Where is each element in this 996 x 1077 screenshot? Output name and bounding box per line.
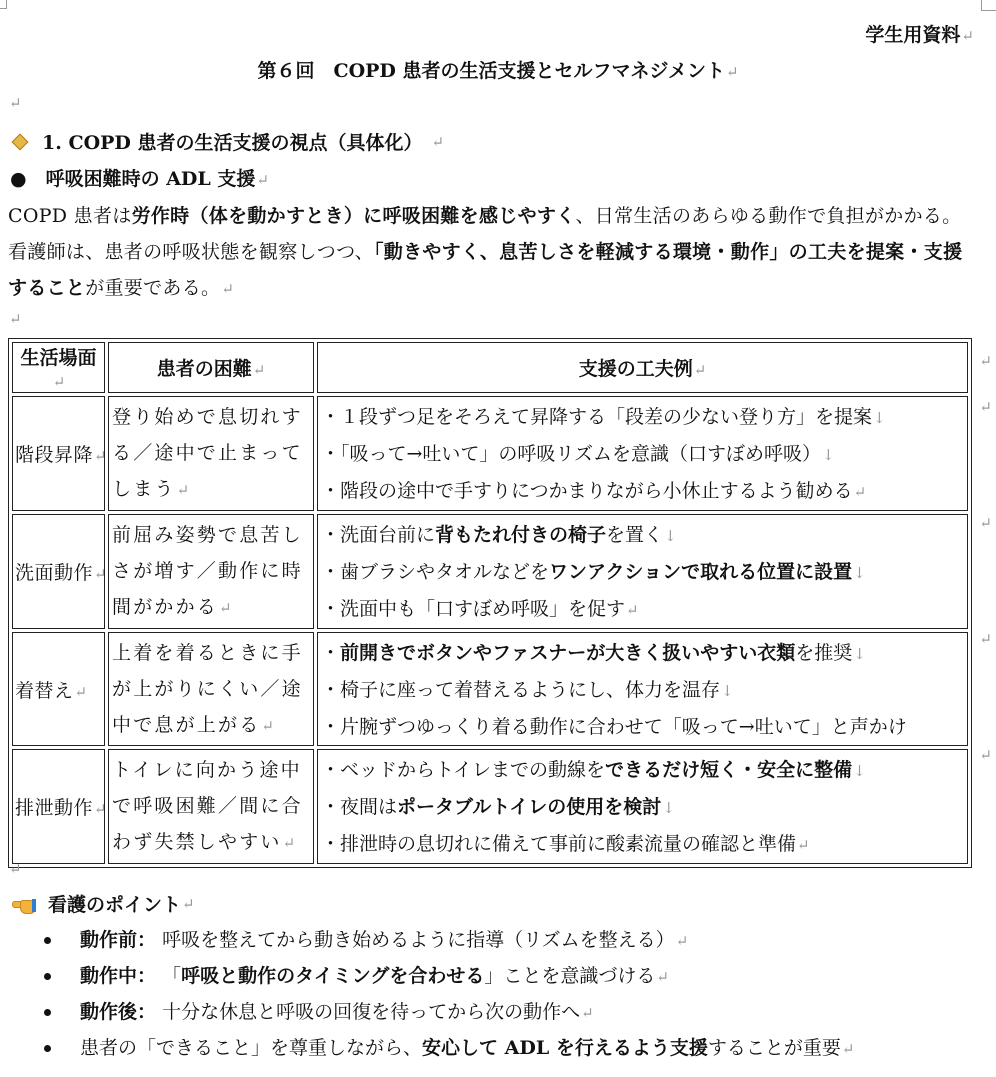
support-line: ・階段の途中で手すりにつかまりながら小休止するよう勧める↵ (321, 480, 867, 502)
page-title: 第６回 COPD 患者の生活支援とセルフマネジメント↵ (257, 60, 739, 82)
support-cell (317, 632, 968, 746)
support-line: ・片腕ずつゆっくり着る動作に合わせて「吸って→吐いて」と声かけ (321, 716, 907, 738)
empty-paragraph-mark: ↵ (9, 94, 22, 112)
header-difficulty: 患者の困難↵ (108, 342, 314, 393)
bullet-icon (44, 973, 51, 980)
adl-support-table (8, 338, 972, 868)
list-item: 患者の「できること」を尊重しながら、安心して ADL を行えるよう支援することが重要↵ (0, 1030, 854, 1066)
table-header-row (12, 342, 968, 393)
difficulty-cell: トイレに向かう途中で呼吸困難／間に合わず失禁しやすい↵ (108, 749, 314, 864)
table-row (12, 396, 968, 511)
table-row (12, 749, 968, 864)
support-line: ・前開きでボタンやファスナーが大きく扱いやすい衣類を推奨↓ (321, 642, 866, 664)
table-row (12, 514, 968, 629)
support-line: ・夜間はポータブルトイレの使用を検討↓ (321, 796, 675, 818)
support-line: ・排泄時の息切れに備えて事前に酸素流量の確認と準備↵ (321, 833, 810, 855)
page-corner-mark-left (0, 0, 7, 9)
scene-cell: 排泄動作↵ (12, 749, 105, 864)
difficulty-cell: 上着を着るときに手が上がりにくい／途中で息が上がる↵ (108, 632, 314, 746)
pointing-hand-icon (12, 895, 36, 913)
support-line: ・「吸って→吐いて」の呼吸リズムを意識（口すぼめ呼吸）↓ (321, 443, 835, 465)
page-corner-mark-right (981, 0, 996, 11)
sub-heading: ● 呼吸困難時の ADL 支援↵ (10, 168, 269, 190)
list-item: 動作前： 呼吸を整えてから動き始めるように指導（リズムを整える）↵ (0, 922, 854, 958)
bullet-icon (44, 1009, 51, 1016)
section-heading: 1. COPD 患者の生活支援の視点（具体化） ↵ (14, 128, 444, 155)
difficulty-cell: 前屈み姿勢で息苦しさが増す／動作に時間がかかる↵ (108, 514, 314, 629)
support-cell (317, 396, 968, 511)
support-cell (317, 514, 968, 629)
header-support: 支援の工夫例↵ (317, 342, 968, 393)
support-line: ・洗面中も「口すぼめ呼吸」を促す↵ (321, 598, 639, 620)
bullet-icon (44, 1045, 51, 1052)
row-end-mark: ↵ (979, 352, 992, 370)
empty-paragraph-mark: ↵ (9, 310, 22, 328)
support-cell (317, 749, 968, 864)
list-item: 動作中： 「呼吸と動作のタイミングを合わせる」ことを意識づける↵ (0, 958, 854, 994)
list-item: 動作後： 十分な休息と呼吸の回復を待ってから次の動作へ↵ (0, 994, 854, 1030)
support-line: ・１段ずつ足をそろえて昇降する「段差の少ない登り方」を提案↓ (321, 406, 886, 428)
table-row (12, 632, 968, 746)
row-end-mark: ↵ (979, 630, 992, 648)
scene-cell: 着替え↵ (12, 632, 105, 746)
intro-paragraph: COPD 患者は労作時（体を動かすとき）に呼吸困難を感じやすく、日常生活のあらゆる動作で負担がかかる。看護師は、患者の呼吸状態を観察しつつ、「動きやすく、息苦しさを軽減する環境・動作」の工夫を提案・支援することが重要である。↵ (8, 205, 963, 299)
row-end-mark: ↵ (979, 398, 992, 416)
support-line: ・洗面台前に背もたれ付きの椅子を置く↓ (321, 524, 677, 546)
scene-cell: 階段昇降↵ (12, 396, 105, 511)
scene-cell: 洗面動作↵ (12, 514, 105, 629)
header-scene: 生活場面↵ (12, 342, 105, 393)
points-list (0, 922, 854, 1066)
diamond-bullet-icon (12, 133, 29, 150)
support-line: ・椅子に座って着替えるようにし、体力を温存↓ (321, 679, 734, 701)
support-line: ・歯ブラシやタオルなどをワンアクションで取れる位置に設置↓ (321, 561, 866, 583)
empty-paragraph-mark: ↵ (9, 860, 22, 878)
difficulty-cell: 登り始めで息切れする／途中で止まってしまう↵ (108, 396, 314, 511)
row-end-mark: ↵ (979, 514, 992, 532)
doc-label: 学生用資料↵ (865, 24, 974, 46)
bullet-icon (44, 937, 51, 944)
row-end-mark: ↵ (979, 746, 992, 764)
points-heading: 看護のポイント ↵ (12, 890, 195, 917)
support-line: ・ベッドからトイレまでの動線をできるだけ短く・安全に整備↓ (321, 759, 866, 781)
